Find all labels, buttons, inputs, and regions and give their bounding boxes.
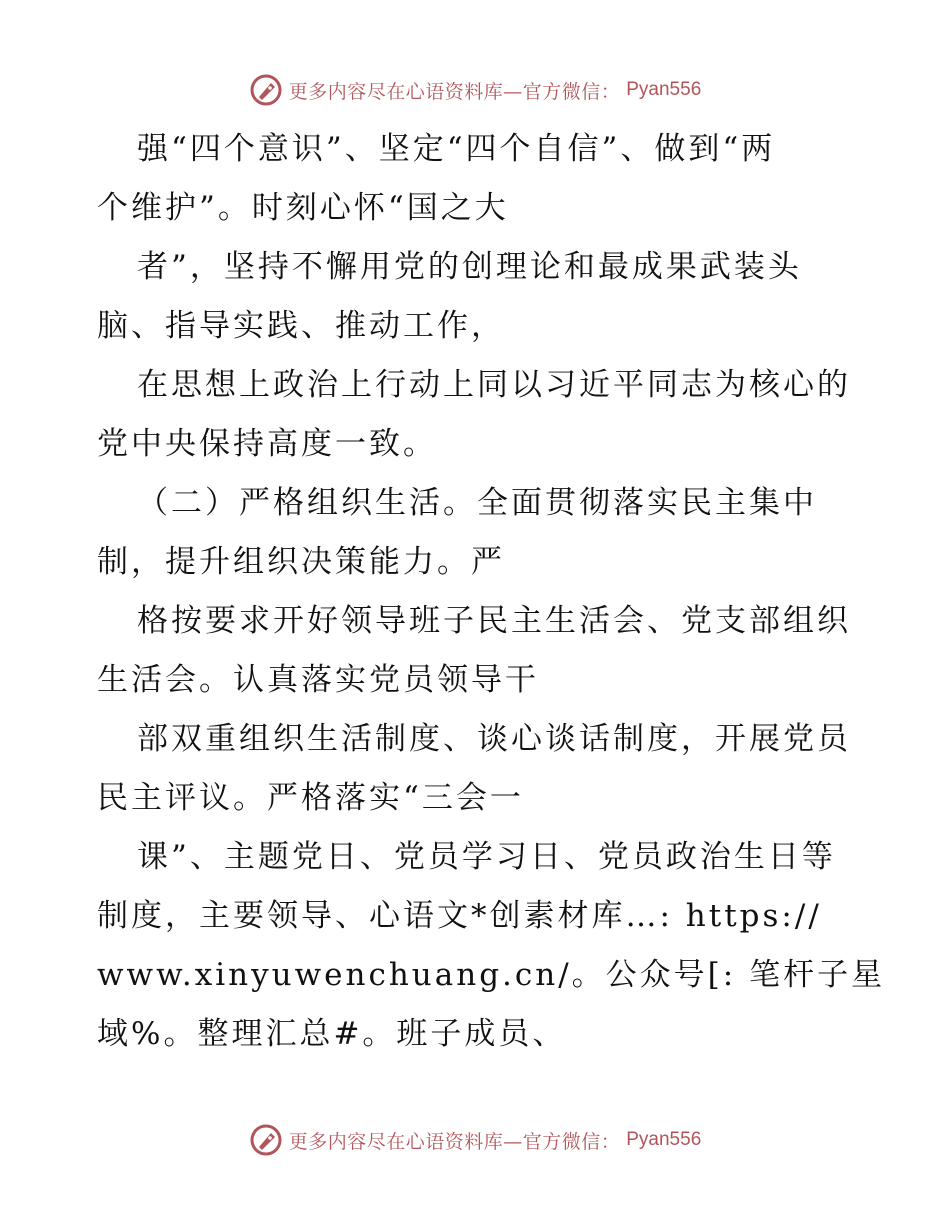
text-line: 党中央保持高度一致。 xyxy=(97,426,437,462)
text-line: 制度，主要领导、心语文*创素材库…: https:// xyxy=(97,898,822,934)
text-line: www.xinyuwenchuang.cn/。公众号[: 笔杆子星 xyxy=(97,957,886,993)
pen-nib-logo-icon xyxy=(249,1123,283,1157)
text-line: 强“四个意识”、坚定“四个自信”、做到“两 xyxy=(137,131,776,167)
watermark-handle: Pyan556 xyxy=(626,79,702,100)
watermark-text: 更多内容尽在心语资料库—官方微信： xyxy=(288,80,621,103)
text-line: （二）严格组织生活。全面贯彻落实民主集中 xyxy=(137,485,817,521)
text-line: 民主评议。严格落实“三会一 xyxy=(97,780,524,816)
text-line: 个维护”。时刻心怀“国之大 xyxy=(97,190,509,226)
header-watermark xyxy=(0,70,950,110)
text-line: 者”，坚持不懈用党的创理论和最成果武装头 xyxy=(137,249,802,285)
watermark-text: 更多内容尽在心语资料库—官方微信： xyxy=(288,1130,621,1153)
text-line: 部双重组织生活制度、谈心谈话制度，开展党员 xyxy=(137,721,851,757)
text-line: 在思想上政治上行动上同以习近平同志为核心的 xyxy=(137,367,851,403)
watermark-handle: Pyan556 xyxy=(626,1129,702,1150)
text-line: 制，提升组织决策能力。严 xyxy=(97,544,505,580)
text-line: 脑、指导实践、推动工作， xyxy=(97,308,505,344)
pen-nib-logo-icon xyxy=(249,73,283,107)
document-body xyxy=(97,120,886,1064)
footer-watermark xyxy=(0,1120,950,1160)
text-line: 生活会。认真落实党员领导干 xyxy=(97,662,539,698)
text-line: 域%。整理汇总#。班子成员、 xyxy=(97,1016,567,1052)
text-line: 格按要求开好领导班子民主生活会、党支部组织 xyxy=(137,603,851,639)
text-line: 课”、主题党日、党员学习日、党员政治生日等 xyxy=(137,839,836,875)
